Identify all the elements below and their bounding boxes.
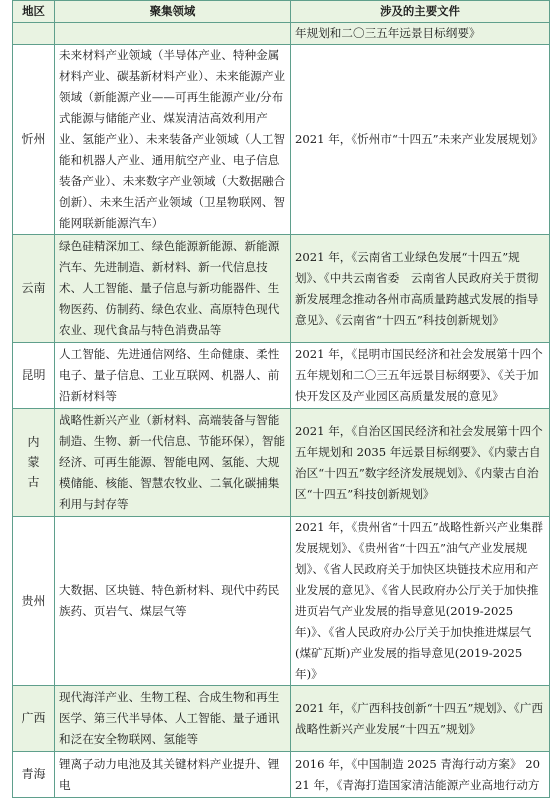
region-cell bbox=[13, 409, 55, 517]
documents-cell: 2021 年，《贵州省“十四五”战略性新兴产业集群发展规划》、《贵州省“十四五”油气产业发展规划》、《省人民政府关于加快区块链技术应用和产业发展的意见》、《省人民政府办公厅关于加快推进页岩气产业发展的指导意见(2019-2025 年)》、《省人民政府办公厅关于加快推进煤层气(煤矿瓦斯)产业发展的指导意见(2019-2025 年)》 bbox=[291, 517, 550, 686]
table-row bbox=[13, 23, 550, 45]
documents-cell: 2021 年，《忻州市“十四五”未来产业发展规划》 bbox=[291, 45, 550, 235]
fields-cell bbox=[55, 23, 291, 45]
region-label-line: 内 蒙 bbox=[27, 435, 52, 469]
table-row bbox=[13, 343, 550, 409]
column-header-fields: 聚集领域 bbox=[55, 1, 291, 23]
region-cell: 昆明 bbox=[13, 343, 55, 409]
documents-cell: 2021 年，《云南省工业绿色发展“十四五”规划》、《中共云南省委 云南省人民政府关于贯彻新发展理念推动各州市高质量跨越式发展的指导意见》、《云南省“十四五”科技创新规划》 bbox=[291, 235, 550, 343]
region-cell: 云南 bbox=[13, 235, 55, 343]
table-row bbox=[13, 45, 550, 235]
fields-cell: 大数据、区块链、特色新材料、现代中药民族药、页岩气、煤层气等 bbox=[55, 517, 291, 686]
table-row bbox=[13, 686, 550, 752]
documents-cell: 2021 年，《自治区国民经济和社会发展第十四个五年规划和 2035 年远景目标纲要》、《内蒙古自治区“十四五”数字经济发展规划》、《内蒙古自治区“十四五”科技创新规划》 bbox=[291, 409, 550, 517]
fields-cell: 人工智能、先进通信网络、生命健康、柔性电子、量子信息、工业互联网、机器人、前沿新材料等 bbox=[55, 343, 291, 409]
fields-cell: 绿色硅精深加工、绿色能源新能源、新能源汽车、先进制造、新材料、新一代信息技术、人工智能、量子信息与新功能器件、生物医药、仿制药、绿色农业、高原特色现代农业、现代食品与特色消费品等 bbox=[55, 235, 291, 343]
table-row bbox=[13, 235, 550, 343]
industry-policy-table bbox=[12, 0, 550, 798]
region-label-line: 古 bbox=[27, 475, 40, 489]
table-row bbox=[13, 752, 550, 798]
fields-cell: 未来材料产业领域（半导体产业、特种金属材料产业、碳基新材料产业）、未来能源产业领域（新能源产业——可再生能源产业/分布式能源与储能产业、煤炭清洁高效利用产业、氢能产业）、未来装备产业领域（人工智能和机器人产业、通用航空产业、电子信息装备产业）、未来数字产业领域（大数据融合创新）、未来生活产业领域（卫星物联网、智能网联新能源汽车） bbox=[55, 45, 291, 235]
documents-cell: 2021 年，《广西科技创新“十四五”规划》、《广西战略性新兴产业发展“十四五”规划》 bbox=[291, 686, 550, 752]
table-row bbox=[13, 517, 550, 686]
table-row bbox=[13, 409, 550, 517]
fields-cell: 锂离子动力电池及其关键材料产业提升、锂电 bbox=[55, 752, 291, 798]
documents-cell: 2021 年，《昆明市国民经济和社会发展第十四个五年规划和二〇三五年远景目标纲要》、《关于加快开发区及产业园区高质量发展的意见》 bbox=[291, 343, 550, 409]
documents-cell: 2016 年，《中国制造 2025 青海行动方案》 2021 年，《青海打造国家清洁能源产业高地行动方 bbox=[291, 752, 550, 798]
region-cell: 忻州 bbox=[13, 45, 55, 235]
column-header-documents: 涉及的主要文件 bbox=[291, 1, 550, 23]
region-cell: 广西 bbox=[13, 686, 55, 752]
region-cell bbox=[13, 23, 55, 45]
documents-cell: 年规划和二〇三五年远景目标纲要》 bbox=[291, 23, 550, 45]
region-cell: 青海 bbox=[13, 752, 55, 798]
fields-cell: 现代海洋产业、生物工程、合成生物和再生医学、第三代半导体、人工智能、量子通讯和泛在安全物联网、氢能等 bbox=[55, 686, 291, 752]
table-header-row bbox=[13, 1, 550, 23]
fields-cell: 战略性新兴产业（新材料、高端装备与智能制造、生物、新一代信息、节能环保），智能经济、可再生能源、智能电网、氢能、大规模储能、核能、智慧农牧业、二氧化碳捕集利用与封存等 bbox=[55, 409, 291, 517]
column-header-region: 地区 bbox=[13, 1, 55, 23]
region-cell: 贵州 bbox=[13, 517, 55, 686]
